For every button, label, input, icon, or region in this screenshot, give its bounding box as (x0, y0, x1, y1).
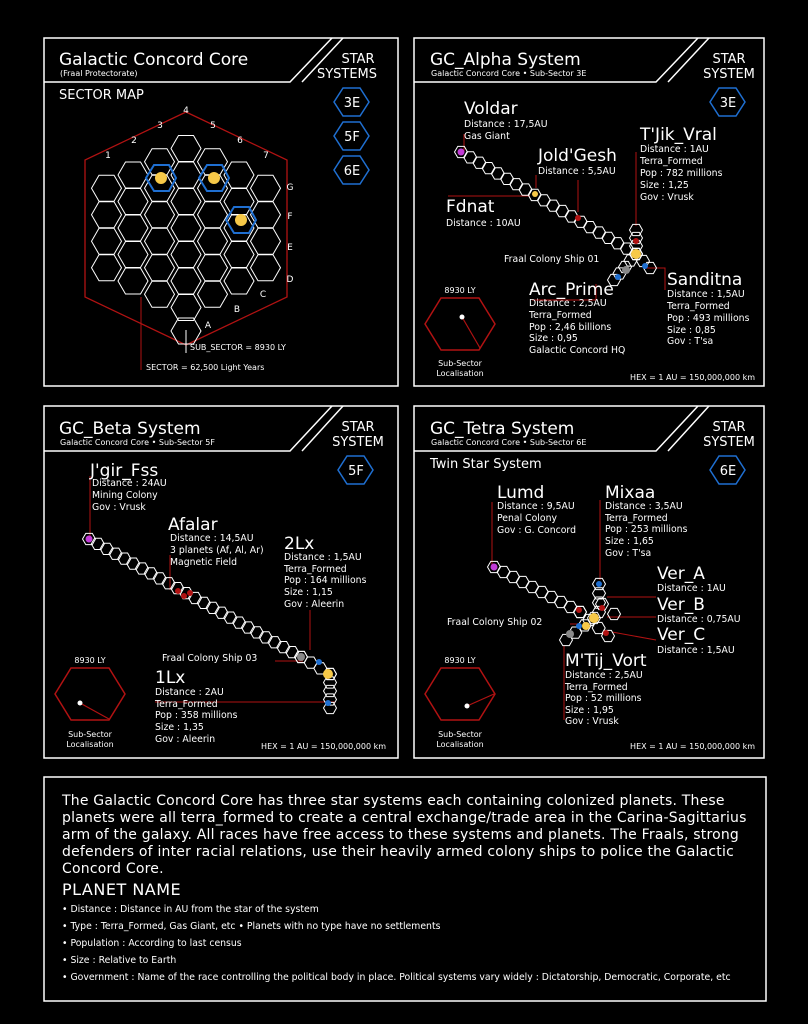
tetra-badge-label: 6E (719, 464, 737, 479)
planet-sanditna-icon (642, 263, 648, 269)
sector-hex-cell (145, 228, 175, 254)
beta-ship-icon (297, 653, 305, 661)
panel-beta (44, 406, 398, 758)
planet-mtijvort-fact: Gov : Vrusk (565, 716, 619, 727)
sector-hex-cell (198, 281, 228, 307)
tetra-subtitle: Galactic Concord Core • Sub-Sector 6E (431, 438, 587, 447)
planet-fdnat-icon (532, 191, 538, 197)
planet-jgirfss-fact: Gov : Vrusk (92, 502, 146, 513)
tetra-hex-cell (564, 601, 577, 612)
sector-note: SECTOR = 62,500 Light Years (146, 363, 265, 372)
beta-hex-cell (259, 632, 272, 643)
planet-arcprime-fact: Galactic Concord HQ (529, 345, 626, 356)
planet-verc-icon (603, 630, 609, 636)
row-label: B (233, 305, 241, 315)
badge-3e[interactable] (334, 88, 369, 116)
col-label: 6 (237, 136, 243, 146)
planet-2lx-fact: Pop : 164 millions (284, 575, 367, 586)
planet-verb-fact: Distance : 0,75AU (657, 614, 741, 625)
planet-tjikvral-fact: Distance : 1AU (640, 144, 709, 155)
sector-hex-cell (118, 268, 148, 294)
sector-hex-cell (118, 189, 148, 215)
alpha-title: GC_Alpha System (430, 50, 581, 70)
tetra-system-type: Twin Star System (430, 457, 542, 472)
planet-jgirfss-fact: Mining Colony (92, 490, 158, 501)
sector-hex-cell (171, 215, 201, 241)
planet-afalar-icon-2 (181, 593, 187, 599)
beta-hex-cell (109, 548, 122, 559)
planet-tjikvral-name: T'Jik_Vral (640, 125, 717, 145)
beta-subtitle: Galactic Concord Core • Sub-Sector 5F (60, 438, 215, 447)
alpha-star-icon (631, 249, 641, 259)
planet-arcprime-fact: Terra_Formed (529, 310, 592, 321)
planet-voldar-fact: Gas Giant (464, 131, 510, 142)
alpha-hex-cell (547, 200, 560, 211)
sector-hex-cell (224, 268, 254, 294)
planet-mtijvort-fact: Size : 1,95 (565, 705, 614, 716)
sector-hex-cell (251, 228, 281, 254)
col-label: 7 (263, 151, 269, 161)
badge-5f[interactable] (334, 122, 369, 150)
tetra-hex-cell (507, 571, 520, 582)
row-label: D (286, 275, 294, 285)
beta-badge-label: 5F (348, 464, 364, 479)
panel-alpha (414, 38, 764, 386)
planet-joldgesh-icon (575, 215, 581, 221)
legend-item: • Population : According to last census (62, 938, 242, 949)
planet-jgirfss-fact: Distance : 24AU (92, 478, 167, 489)
planet-mixaa-fact: Distance : 3,5AU (605, 501, 683, 512)
planet-1lx-fact: Distance : 2AU (155, 687, 224, 698)
sector-hex-cell (171, 242, 201, 268)
sector-hex-cell (251, 175, 281, 201)
planet-sanditna-fact: Pop : 493 millions (667, 313, 750, 324)
planet-2lx-fact: Size : 1,15 (284, 587, 333, 598)
sector-hex-cell (198, 255, 228, 281)
planet-mixaa-fact: Size : 1,65 (605, 536, 654, 547)
alpha-badge-label: 3E (719, 96, 737, 111)
beta-inset-hex (55, 668, 125, 720)
planet-mtijvort-fact: Distance : 2,5AU (565, 670, 643, 681)
planet-voldar-icon (458, 149, 465, 156)
alpha-hex-cell (537, 195, 550, 206)
alpha-hex-cell (491, 168, 504, 179)
planet-sanditna-fact: Gov : T'sa (667, 336, 714, 347)
alpha-corner-line1: STAR (712, 52, 746, 67)
alpha-hex-cell (519, 184, 532, 195)
planet-mixaa-name: Mixaa (605, 483, 656, 503)
planet-verc-fact: Distance : 1,5AU (657, 645, 735, 656)
alpha-inset-caption: Sub-Sector (438, 359, 482, 368)
core-subtitle: (Fraal Protectorate) (60, 69, 138, 78)
planet-lumd-fact: Penal Colony (497, 513, 557, 524)
tetra-hex-cell (554, 596, 567, 607)
beta-title: GC_Beta System (59, 419, 201, 439)
planet-1lx-fact: Size : 1,35 (155, 722, 204, 733)
tetra-hex-chain (488, 561, 621, 645)
beta-inset-caption: Sub-Sector (68, 730, 112, 739)
col-label: 5 (210, 121, 216, 131)
sector-outline (85, 112, 287, 345)
tetra-hex-cell (535, 586, 548, 597)
beta-hex-cell (233, 617, 246, 628)
tetra-hex-cell (545, 591, 558, 602)
planet-verc-name: Ver_C (657, 625, 706, 645)
panel-core (44, 38, 398, 386)
planet-verb-name: Ver_B (657, 595, 705, 615)
star-3e-icon (155, 172, 167, 184)
panel-tetra (414, 406, 764, 758)
tetra-hex-cell (516, 576, 529, 587)
planet-sanditna-fact: Size : 0,85 (667, 325, 716, 336)
planet-tjikvral-fact: Terra_Formed (640, 156, 703, 167)
tetra-ship-icon (566, 630, 574, 638)
tetra-hex-note: HEX = 1 AU = 150,000,000 km (630, 742, 755, 751)
planet-mixaa-fact: Gov : T'sa (605, 548, 652, 559)
tetra-star-a-icon (589, 613, 599, 623)
star-6e-icon (235, 214, 247, 226)
planet-lumd-fact: Gov : G. Concord (497, 525, 576, 536)
sector-hex-cell (92, 175, 122, 201)
badge-5f-label: 5F (344, 130, 360, 145)
planet-1lx-name: 1Lx (155, 668, 186, 688)
planet-mtijvort-icon (576, 623, 582, 629)
legend-item: • Size : Relative to Earth (62, 955, 177, 966)
planet-arcprime-fact: Pop : 2,46 billions (529, 322, 612, 333)
system-badges (334, 88, 369, 184)
planet-sanditna-fact: Distance : 1,5AU (667, 289, 745, 300)
planet-lumd-fact: Distance : 9,5AU (497, 501, 575, 512)
beta-hex-cell (324, 685, 337, 696)
sector-hex-cell (198, 228, 228, 254)
sector-hex-cell (145, 149, 175, 175)
planet-arcprime-fact: Size : 0,95 (529, 333, 578, 344)
badge-6e-label: 6E (343, 164, 361, 179)
column-labels (105, 106, 269, 161)
planet-arcprime-fact: Distance : 2,5AU (529, 298, 607, 309)
planet-1lx-fact: Terra_Formed (155, 699, 218, 710)
sector-hex-cell (171, 189, 201, 215)
sector-hex-cell (224, 242, 254, 268)
row-labels (205, 183, 294, 331)
tetra-ship-label: Fraal Colony Ship 02 (447, 617, 543, 628)
planet-1lx-fact: Gov : Aleerin (155, 734, 216, 745)
tetra-inset (425, 656, 495, 749)
core-corner-line2: SYSTEMS (316, 67, 378, 82)
beta-badge[interactable] (338, 456, 373, 484)
planet-arcprime-icon (615, 274, 621, 280)
planet-2lx-icon (316, 659, 322, 665)
alpha-hex-cell (556, 205, 569, 216)
sector-hex-cell (92, 202, 122, 228)
alpha-hex-note: HEX = 1 AU = 150,000,000 km (630, 373, 755, 382)
beta-inset-caption: Localisation (66, 740, 114, 749)
col-label: 2 (131, 136, 137, 146)
beta-hex-cell (206, 602, 219, 613)
alpha-hex-cell (464, 152, 477, 163)
tetra-corner-line1: STAR (712, 420, 746, 435)
alpha-hex-cell (510, 179, 523, 190)
row-label: F (287, 212, 293, 222)
legend-item: • Government : Name of the race controlling the political body in place. Political systems vary widely : Dictatorship, Democratic, Corporate, etc (62, 972, 731, 983)
beta-corner-line1: STAR (341, 420, 375, 435)
alpha-subtitle: Galactic Concord Core • Sub-Sector 3E (431, 69, 587, 78)
alpha-inset-hex (425, 298, 495, 350)
sector-hex-cell (145, 202, 175, 228)
sector-hex-cell (145, 281, 175, 307)
tetra-hex-cell (497, 566, 510, 577)
alpha-inset-caption: Localisation (436, 369, 484, 378)
tetra-inset-caption: Localisation (436, 740, 484, 749)
tetra-inset-caption: Sub-Sector (438, 730, 482, 739)
planet-fdnat-name: Fdnat (446, 197, 495, 217)
planet-lumd-icon (491, 564, 498, 571)
sector-hex-cell (251, 255, 281, 281)
legend-list (62, 904, 731, 989)
tetra-badge[interactable] (710, 456, 745, 484)
sector-hex-cell (118, 242, 148, 268)
alpha-ship-label: Fraal Colony Ship 01 (504, 254, 600, 265)
planet-vera-fact: Distance : 1AU (657, 583, 726, 594)
legend-item: • Type : Terra_Formed, Gas Giant, etc • Planets with no type have no settlements (62, 921, 441, 932)
planet-sanditna-name: Sanditna (667, 270, 743, 290)
planet-2lx-fact: Gov : Aleerin (284, 599, 345, 610)
planet-afalar-icon-3 (187, 590, 193, 596)
alpha-inset-label: 8930 LY (444, 286, 476, 295)
sector-hex-grid (92, 136, 281, 345)
planet-afalar-icon-1 (175, 588, 181, 594)
col-label: 4 (183, 106, 189, 116)
planet-afalar-fact: Distance : 14,5AU (170, 533, 254, 544)
planet-mixaa-fact: Terra_Formed (605, 513, 668, 524)
sector-hex-cell (92, 228, 122, 254)
row-label: C (259, 290, 267, 300)
planet-2lx-fact: Distance : 1,5AU (284, 552, 362, 563)
planet-arcprime-name: Arc_Prime (529, 280, 614, 300)
sector-hex-cell (145, 255, 175, 281)
col-label: 3 (157, 121, 163, 131)
planet-1lx-icon (325, 700, 331, 706)
beta-star-icon (323, 669, 333, 679)
planet-2lx-name: 2Lx (284, 534, 315, 554)
legend-title: PLANET NAME (62, 880, 182, 899)
core-corner-line1: STAR (341, 52, 375, 67)
alpha-hex-cell (501, 173, 514, 184)
planet-fdnat-fact: Distance : 10AU (446, 218, 521, 229)
sector-hex-cell (198, 202, 228, 228)
planet-2lx-fact: Terra_Formed (284, 564, 347, 575)
alpha-hex-cell (602, 232, 615, 243)
description-text: The Galactic Concord Core has three star systems each containing colonized planets. These planets were all terra_formed to create a central exchange/trade area in the Carina-Sagittarius arm of the galaxy. All races have free access to these systems and planets. The Fraals, strong defenders of inter racial relations, use their heavily armed colony ships to police the Galactic Concord Core. (62, 793, 747, 877)
beta-hex-cell (215, 607, 228, 618)
planet-afalar-name: Afalar (168, 515, 218, 535)
beta-hex-cell (242, 622, 255, 633)
beta-hex-cell (100, 543, 113, 554)
planet-tjikvral-fact: Pop : 782 millions (640, 168, 723, 179)
alpha-hex-cell (482, 163, 495, 174)
planet-vera-name: Ver_A (657, 564, 705, 584)
legend-item: • Distance : Distance in AU from the star of the system (62, 904, 319, 915)
sector-hex-cell (118, 215, 148, 241)
alpha-corner-line2: SYSTEM (703, 67, 755, 82)
beta-hex-cell (286, 647, 299, 658)
planet-vera-icon (599, 605, 605, 611)
sector-hex-cell (171, 268, 201, 294)
sector-hex-cell (92, 255, 122, 281)
planet-mtijvort-fact: Terra_Formed (565, 682, 628, 693)
planet-mixaa-icon (596, 581, 602, 587)
planet-joldgesh-name: Jold'Gesh (538, 146, 617, 166)
beta-hex-cell (268, 637, 281, 648)
alpha-inset (425, 286, 495, 378)
planet-mixaa-fact: Pop : 253 millions (605, 524, 688, 535)
planet-jgirfss-icon (86, 536, 93, 543)
tetra-hex-cell (608, 608, 621, 619)
alpha-ship-icon (622, 266, 630, 274)
planet-joldgesh-fact: Distance : 5,5AU (538, 166, 616, 177)
badge-3e-label: 3E (343, 96, 361, 111)
planet-verb-icon (576, 607, 582, 613)
alpha-hex-cell (593, 227, 606, 238)
planet-afalar-fact: 3 planets (Af, Al, Ar) (170, 545, 264, 556)
tetra-star-b-icon (582, 622, 590, 630)
sector-hex-cell (171, 295, 201, 321)
tetra-hex-cell (526, 581, 539, 592)
planet-lumd-name: Lumd (497, 483, 545, 503)
sector-hex-cell (171, 136, 201, 162)
sector-hex-cell (198, 149, 228, 175)
beta-inset (55, 656, 125, 749)
row-label: E (287, 243, 293, 253)
sector-hex-cell (118, 162, 148, 188)
planet-sanditna-fact: Terra_Formed (667, 301, 730, 312)
planet-voldar-fact: Distance : 17,5AU (464, 119, 548, 130)
planet-voldar-name: Voldar (464, 99, 518, 119)
tetra-title: GC_Tetra System (430, 419, 575, 439)
beta-ship-label: Fraal Colony Ship 03 (162, 653, 258, 664)
alpha-badge[interactable] (710, 88, 745, 116)
tetra-inset-hex (425, 668, 495, 720)
core-title: Galactic Concord Core (59, 50, 249, 70)
beta-hex-cell (127, 558, 140, 569)
planet-afalar-fact: Magnetic Field (170, 557, 237, 568)
beta-hex-cell (136, 563, 149, 574)
planet-jgirfss-name: J'gir_Fss (90, 461, 159, 481)
sector-hex-map (85, 112, 287, 345)
planet-mtijvort-fact: Pop : 52 millions (565, 693, 642, 704)
tetra-inset-label: 8930 LY (444, 656, 476, 665)
planet-tjikvral-icon (633, 238, 639, 244)
alpha-hex-cell (583, 222, 596, 233)
col-label: 1 (105, 151, 111, 161)
star-5f-icon (208, 172, 220, 184)
beta-hex-cell (153, 573, 166, 584)
row-label: G (286, 183, 294, 193)
planet-tjikvral-fact: Size : 1,25 (640, 180, 689, 191)
beta-hex-note: HEX = 1 AU = 150,000,000 km (261, 742, 386, 751)
beta-inset-label: 8930 LY (74, 656, 106, 665)
sub-sector-note: SUB_SECTOR = 8930 LY (190, 343, 286, 352)
beta-hex-cell (162, 578, 175, 589)
alpha-hex-cell (611, 238, 624, 249)
tetra-corner-line2: SYSTEM (703, 435, 755, 450)
beta-corner-line2: SYSTEM (332, 435, 384, 450)
planet-mtijvort-name: M'Tij_Vort (565, 651, 647, 671)
planet-1lx-fact: Pop : 358 millions (155, 710, 238, 721)
sector-map-label: SECTOR MAP (59, 88, 144, 103)
badge-6e[interactable] (334, 156, 369, 184)
sector-hex-cell (224, 189, 254, 215)
planet-tjikvral-fact: Gov : Vrusk (640, 192, 694, 203)
row-label: A (204, 321, 212, 331)
alpha-hex-cell (473, 157, 486, 168)
